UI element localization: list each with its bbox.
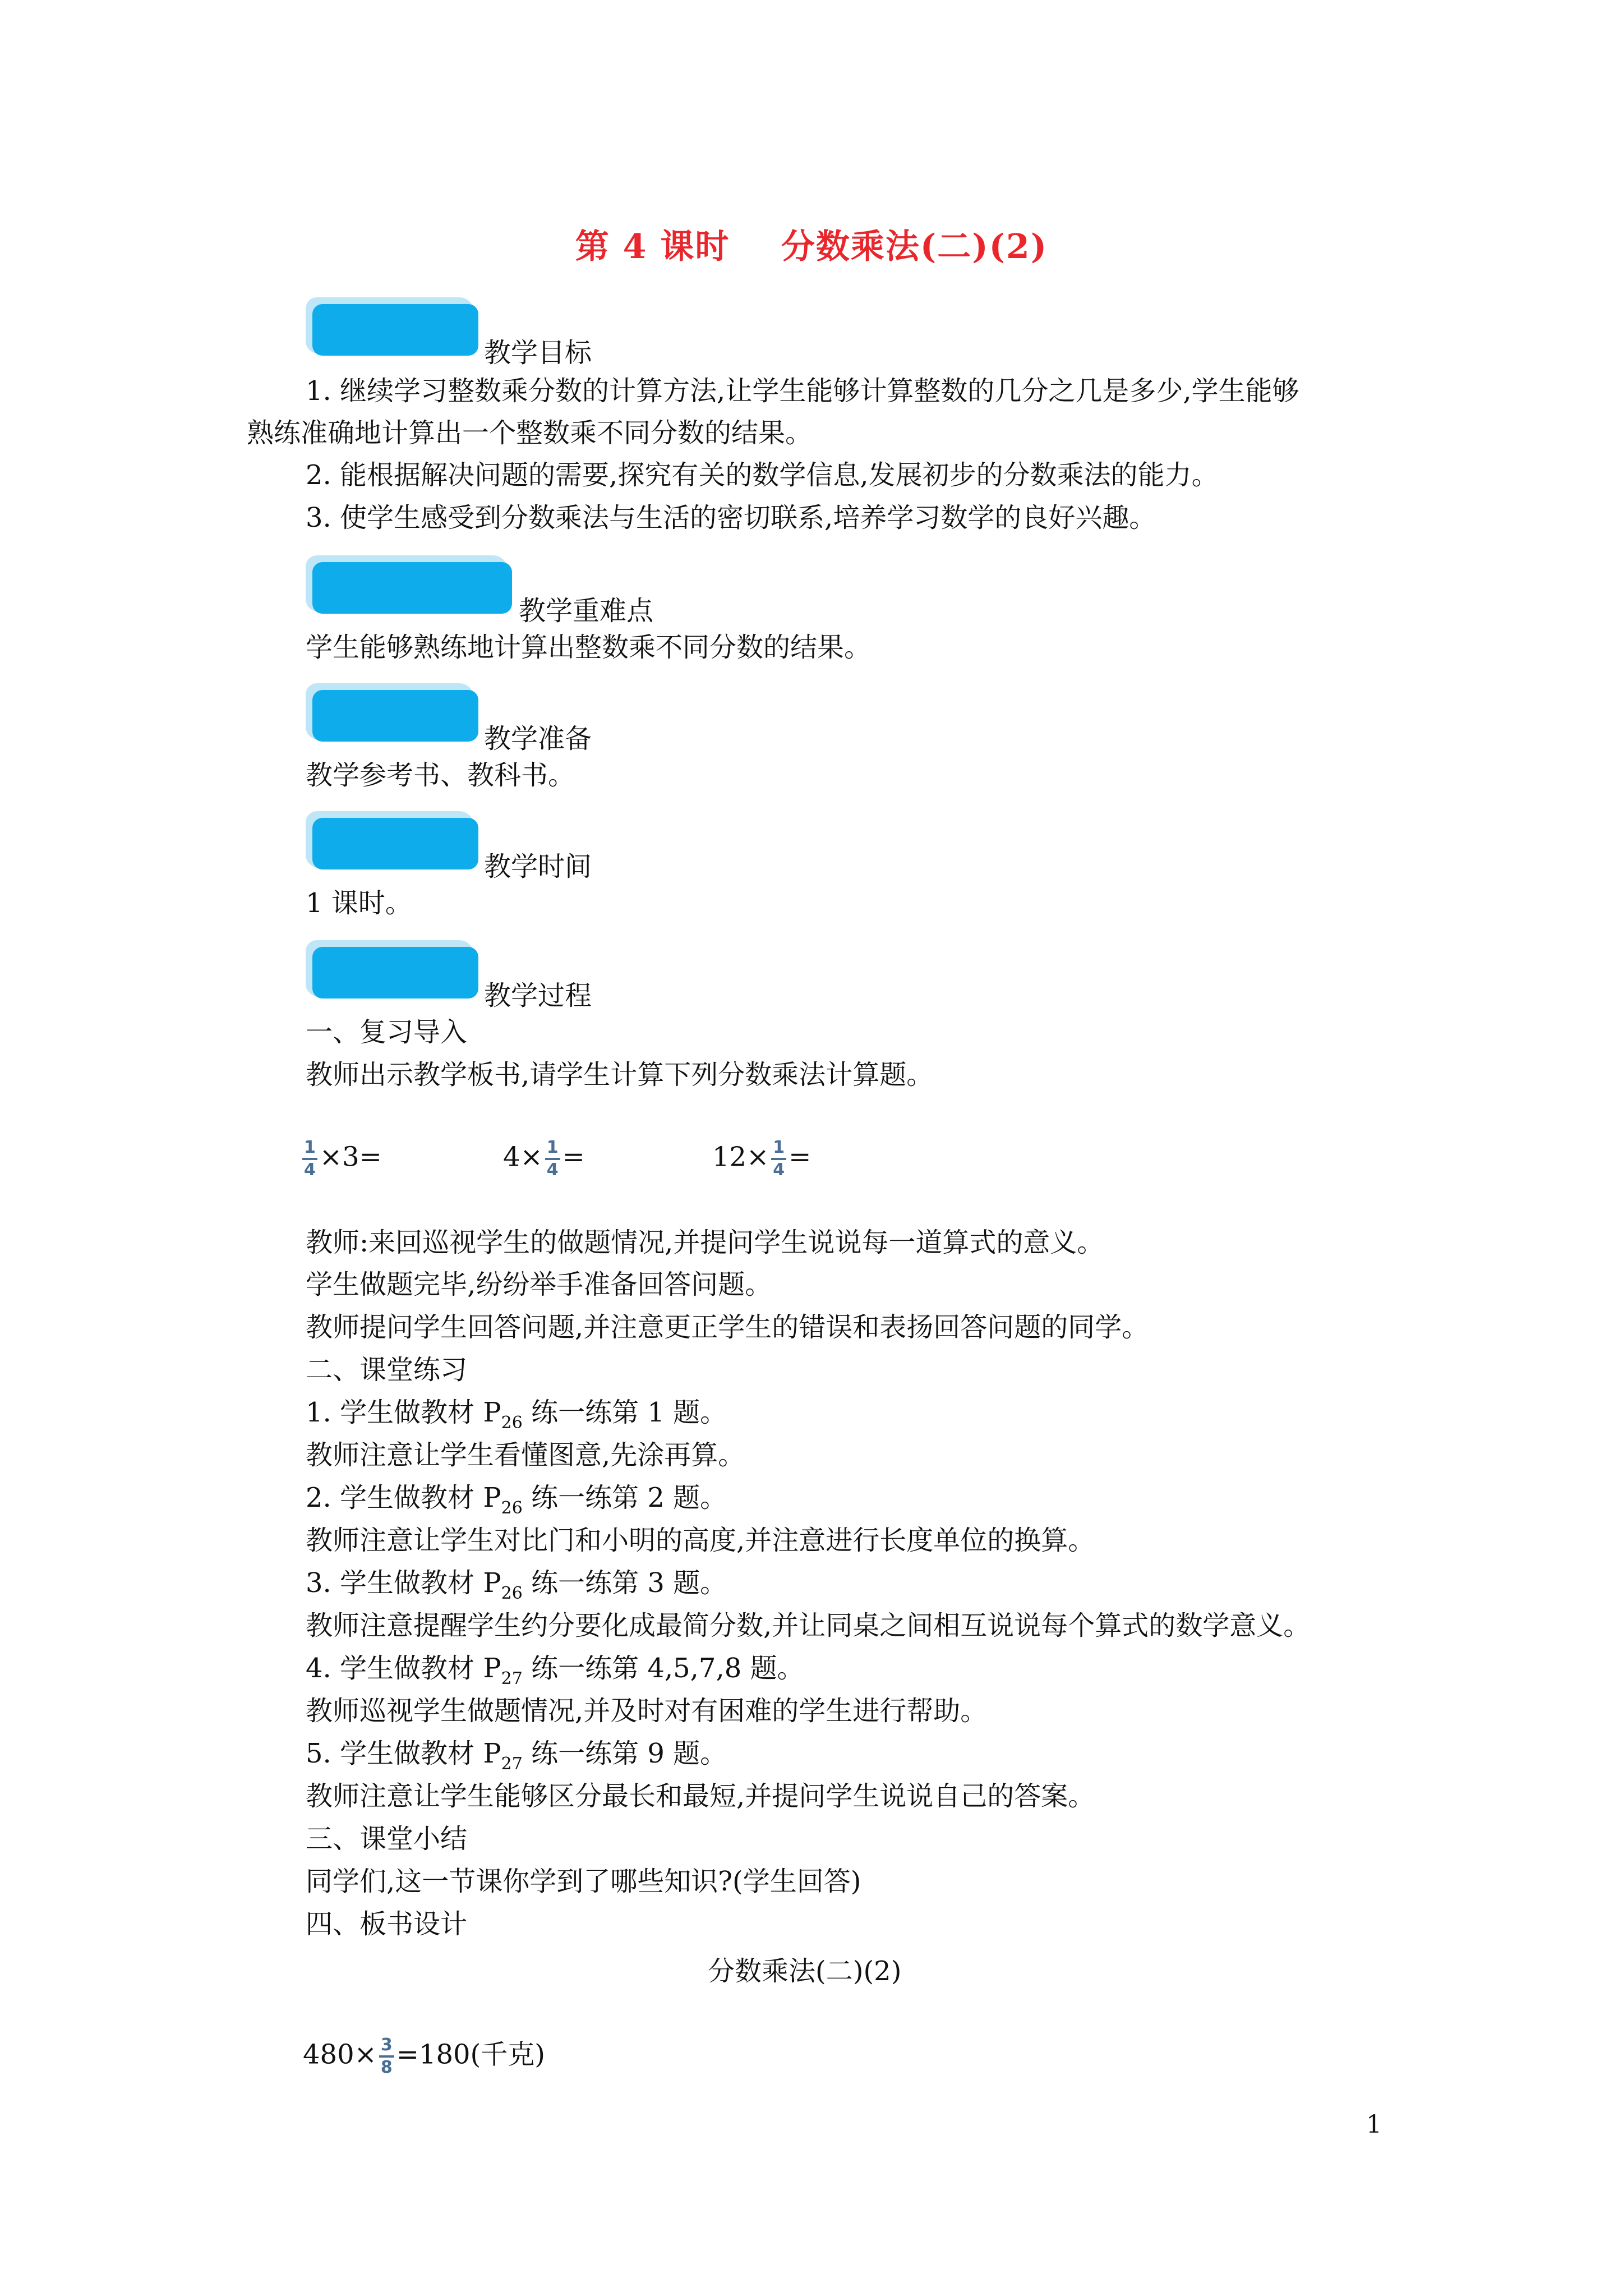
exercise-4-note: 教师巡视学生做题情况,并及时对有困难的学生进行帮助。: [306, 1695, 988, 1727]
heading-summary: 三、课堂小结: [306, 1823, 468, 1855]
teacher-questions: 教师提问学生回答问题,并注意更正学生的错误和表扬回答问题的同学。: [306, 1312, 1149, 1343]
time-text: 1 课时。: [306, 887, 412, 919]
exercise-2-note: 教师注意让学生对比门和小明的高度,并注意进行长度单位的换算。: [306, 1525, 1095, 1556]
goal-1-line-2: 熟练准确地计算出一个整数乘不同分数的结果。: [247, 417, 813, 449]
exercise-5: 5. 学生做教材 $P_{27}$ 练一练第 9 题。: [306, 1738, 727, 1774]
exercise-3: 3. 学生做教材 $P_{26}$ 练一练第 3 题。: [306, 1567, 727, 1603]
fraction: $\frac{1}{4}$: [302, 1139, 317, 1179]
summary-question: 同学们,这一节课你学到了哪些知识?(学生回答): [306, 1866, 861, 1897]
exercise-2: 2. 学生做教材 $P_{26}$ 练一练第 2 题。: [306, 1482, 727, 1518]
section-label: 教学过程: [484, 980, 592, 1011]
section-label: 教学准备: [484, 723, 592, 754]
heading-practice: 二、课堂练习: [306, 1354, 468, 1386]
goal-2: 2. 能根据解决问题的需要,探究有关的数学信息,发展初步的分数乘法的能力。: [306, 459, 1219, 491]
goal-1-line-1: 1. 继续学习整数乘分数的计算方法,让学生能够计算整数的几分之几是多少,学生能够: [306, 375, 1299, 407]
section-tab: [312, 562, 512, 614]
equation-3: 12× $\frac{1}{4}$ =: [712, 1138, 811, 1180]
equation-2: 4× $\frac{1}{4}$ =: [503, 1138, 585, 1180]
exercise-1-note: 教师注意让学生看懂图意,先涂再算。: [306, 1439, 745, 1471]
equation-1: $\frac{1}{4}$ ×3=: [300, 1139, 382, 1179]
board-title: 分数乘法(二)(2): [708, 1955, 902, 1987]
fraction: $\frac{1}{4}$: [545, 1139, 560, 1179]
heading-board-design: 四、板书设计: [306, 1908, 468, 1940]
section-label: 教学目标: [484, 337, 592, 369]
fraction: $\frac{1}{4}$: [771, 1139, 786, 1179]
page-number: 1: [1366, 2110, 1382, 2139]
exercise-1: 1. 学生做教材 $P_{26}$ 练一练第 1 题。: [306, 1397, 727, 1433]
section-tab: [312, 304, 478, 356]
section-tab: [312, 947, 478, 999]
section-tab: [312, 690, 478, 742]
preparation-text: 教学参考书、教科书。: [306, 760, 575, 791]
key-points-text: 学生能够熟练地计算出整数乘不同分数的结果。: [306, 632, 872, 663]
section-tab: [312, 818, 478, 869]
review-instruction: 教师出示教学板书,请学生计算下列分数乘法计算题。: [306, 1059, 934, 1091]
students-finish: 学生做题完毕,纷纷举手准备回答问题。: [306, 1269, 772, 1300]
exercise-4: 4. 学生做教材 $P_{27}$ 练一练第 4,5,7,8 题。: [306, 1653, 804, 1688]
heading-review: 一、复习导入: [306, 1016, 468, 1048]
goal-3: 3. 使学生感受到分数乘法与生活的密切联系,培养学习数学的良好兴趣。: [306, 502, 1156, 533]
teacher-patrol: 教师:来回巡视学生的做题情况,并提问学生说说每一道算式的意义。: [306, 1227, 1104, 1258]
exercise-5-note: 教师注意让学生能够区分最长和最短,并提问学生说说自己的答案。: [306, 1780, 1095, 1812]
board-equation: 480× $\frac{3}{8}$ =180(千克): [303, 2035, 546, 2077]
page-title: 第 4 课时 分数乘法(二)(2): [575, 227, 1048, 266]
section-label: 教学时间: [484, 851, 592, 882]
exercise-3-note: 教师注意提醒学生约分要化成最简分数,并让同桌之间相互说说每个算式的数学意义。: [306, 1610, 1311, 1641]
fraction: $\frac{3}{8}$: [379, 2036, 394, 2077]
section-label: 教学重难点: [519, 595, 654, 627]
